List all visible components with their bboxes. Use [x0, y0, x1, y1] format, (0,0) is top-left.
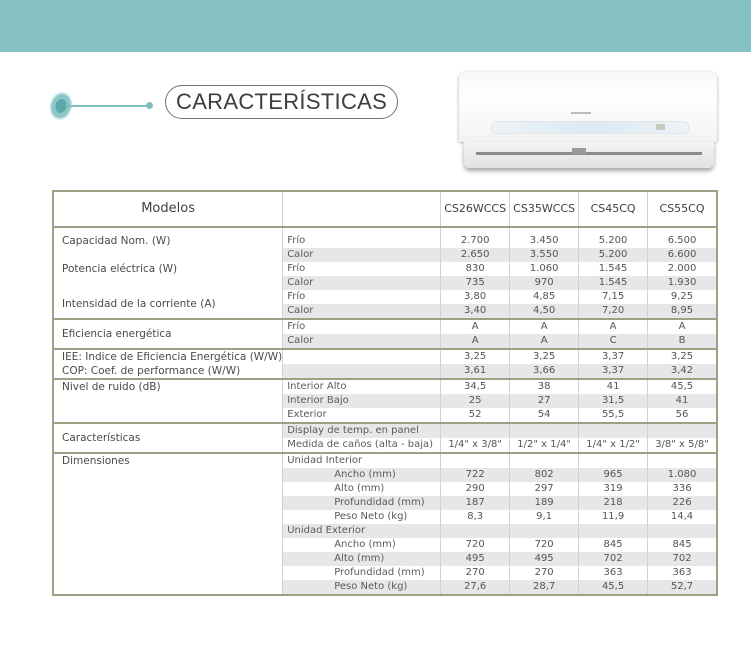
row-sub-label: Calor: [283, 248, 441, 262]
cell-value: 34,5: [441, 379, 510, 394]
cell-value: 28,7: [510, 580, 579, 595]
cell-value: 27,6: [441, 580, 510, 595]
cell-value: 3,42: [648, 364, 717, 379]
table-row: [53, 290, 717, 304]
row-sub-label: Frío: [283, 319, 441, 334]
row-sub-label: [283, 349, 441, 364]
cell-value: 2.000: [648, 262, 717, 276]
cell-value: 3,80: [441, 290, 510, 304]
cell-value: 1.930: [648, 276, 717, 290]
table-row: [53, 349, 717, 364]
cell-value: 226: [648, 496, 717, 510]
cell-value: 31,5: [579, 394, 648, 408]
cell-value: 7,20: [579, 304, 648, 319]
cell-value: 3,25: [510, 349, 579, 364]
row-label: IEE: Indice de Eficiencia Energética (W/W): [53, 349, 283, 364]
cell-value: 495: [510, 552, 579, 566]
row-sub-label: Ancho (mm): [283, 468, 441, 482]
cell-value: [441, 453, 510, 468]
row-sub-label: Profundidad (mm): [283, 566, 441, 580]
cell-value: 845: [579, 538, 648, 552]
cell-value: 3,25: [648, 349, 717, 364]
row-sub-label: Profundidad (mm): [283, 496, 441, 510]
cell-value: 4,85: [510, 290, 579, 304]
cell-value: 270: [510, 566, 579, 580]
cell-value: 8,3: [441, 510, 510, 524]
row-sub-label: Exterior: [283, 408, 441, 423]
cell-value: 55,5: [579, 408, 648, 423]
cell-value: 3,37: [579, 364, 648, 379]
cell-value: 6.500: [648, 227, 717, 248]
cell-value: 1.080: [648, 468, 717, 482]
cell-value: 6.600: [648, 248, 717, 262]
row-sub-label: Calor: [283, 276, 441, 290]
cell-value: [579, 423, 648, 438]
cell-value: A: [510, 319, 579, 334]
cell-value: 3,25: [441, 349, 510, 364]
cell-value: [510, 524, 579, 538]
cell-value: [648, 423, 717, 438]
cell-value: 52: [441, 408, 510, 423]
row-sub-label: Unidad Exterior: [283, 524, 441, 538]
top-color-band: [0, 0, 751, 52]
cell-value: A: [579, 319, 648, 334]
row-label: Eficiencia energética: [53, 319, 283, 349]
cell-value: 2.700: [441, 227, 510, 248]
cell-value: [579, 524, 648, 538]
cell-value: 802: [510, 468, 579, 482]
row-label: Potencia eléctrica (W): [53, 262, 283, 290]
model-header-cs55cq: CS55CQ: [648, 191, 717, 227]
row-sub-label: Peso Neto (kg): [283, 580, 441, 595]
row-label: COP: Coef. de performance (W/W): [53, 364, 283, 379]
row-sub-label: Interior Alto: [283, 379, 441, 394]
cell-value: 1/2" x 1/4": [510, 438, 579, 453]
cell-value: 720: [510, 538, 579, 552]
cell-value: A: [510, 334, 579, 349]
cell-value: 8,95: [648, 304, 717, 319]
row-sub-label: Interior Bajo: [283, 394, 441, 408]
row-sub-label: Frío: [283, 262, 441, 276]
cell-value: 720: [441, 538, 510, 552]
model-header-cs45cq: CS45CQ: [579, 191, 648, 227]
cell-value: [579, 453, 648, 468]
cell-value: 45,5: [579, 580, 648, 595]
cell-value: 45,5: [648, 379, 717, 394]
cell-value: 495: [441, 552, 510, 566]
cell-value: 297: [510, 482, 579, 496]
cell-value: [510, 423, 579, 438]
ac-brand-mark: [571, 112, 591, 114]
cell-value: [441, 524, 510, 538]
cell-value: 14,4: [648, 510, 717, 524]
table-header-row: [53, 191, 717, 227]
cell-value: 7,15: [579, 290, 648, 304]
cell-value: 5.200: [579, 248, 648, 262]
cell-value: 970: [510, 276, 579, 290]
row-sub-label: Alto (mm): [283, 482, 441, 496]
cell-value: 5.200: [579, 227, 648, 248]
row-sub-label: Ancho (mm): [283, 538, 441, 552]
cell-value: 1/4" x 1/2": [579, 438, 648, 453]
cell-value: A: [648, 319, 717, 334]
cell-value: 3.450: [510, 227, 579, 248]
cell-value: 1/4" x 3/8": [441, 438, 510, 453]
table-row: [53, 379, 717, 394]
cell-value: 845: [648, 538, 717, 552]
cell-value: 722: [441, 468, 510, 482]
row-sub-label: [283, 364, 441, 379]
table-row: [53, 227, 717, 248]
cell-value: 41: [648, 394, 717, 408]
cell-value: 319: [579, 482, 648, 496]
section-title-label: CARACTERÍSTICAS: [165, 85, 398, 119]
row-sub-label: Calor: [283, 334, 441, 349]
model-header-cs35wccs: CS35WCCS: [510, 191, 579, 227]
cell-value: 41: [579, 379, 648, 394]
cell-value: 3.550: [510, 248, 579, 262]
connector-dot-icon: [146, 102, 153, 109]
cell-value: 4,50: [510, 304, 579, 319]
model-header-cs26wccs: CS26WCCS: [441, 191, 510, 227]
row-sub-label: Frío: [283, 227, 441, 248]
row-sub-label: Calor: [283, 304, 441, 319]
cell-value: 1.545: [579, 276, 648, 290]
row-sub-label: Peso Neto (kg): [283, 510, 441, 524]
cell-value: [648, 524, 717, 538]
cell-value: 1.060: [510, 262, 579, 276]
cell-value: 1.545: [579, 262, 648, 276]
models-header: Modelos: [53, 191, 283, 227]
cell-value: 52,7: [648, 580, 717, 595]
cell-value: 218: [579, 496, 648, 510]
table-row: [53, 453, 717, 468]
row-sub-label: Frío: [283, 290, 441, 304]
cell-value: 363: [648, 566, 717, 580]
row-label: Características: [53, 423, 283, 453]
cell-value: 3,66: [510, 364, 579, 379]
cell-value: 3/8" x 5/8": [648, 438, 717, 453]
cell-value: 290: [441, 482, 510, 496]
cell-value: 9,1: [510, 510, 579, 524]
cell-value: 3,40: [441, 304, 510, 319]
cell-value: 735: [441, 276, 510, 290]
row-sub-label: Unidad Interior: [283, 453, 441, 468]
row-label: Intensidad de la corriente (A): [53, 290, 283, 319]
cell-value: C: [579, 334, 648, 349]
ac-louver-section: [464, 142, 714, 168]
cell-value: 25: [441, 394, 510, 408]
subcategory-header: [283, 191, 441, 227]
cell-value: 363: [579, 566, 648, 580]
cell-value: 270: [441, 566, 510, 580]
ac-indoor-unit-body: [459, 72, 717, 142]
cell-value: 56: [648, 408, 717, 423]
cell-value: [648, 453, 717, 468]
ac-led-icon: [656, 124, 665, 130]
cell-value: 27: [510, 394, 579, 408]
connector-line: [66, 105, 148, 107]
row-label: Nivel de ruido (dB): [53, 379, 283, 423]
ac-display-panel: [491, 121, 689, 134]
row-label: Capacidad Nom. (W): [53, 227, 283, 262]
cell-value: 702: [648, 552, 717, 566]
row-sub-label: Display de temp. en panel: [283, 423, 441, 438]
cell-value: [510, 453, 579, 468]
cell-value: 3,37: [579, 349, 648, 364]
table-row: [53, 262, 717, 276]
cell-value: [441, 423, 510, 438]
cell-value: 189: [510, 496, 579, 510]
cell-value: 2.650: [441, 248, 510, 262]
table-row: [53, 319, 717, 334]
cell-value: 9,25: [648, 290, 717, 304]
cell-value: 187: [441, 496, 510, 510]
cell-value: 702: [579, 552, 648, 566]
cell-value: 11,9: [579, 510, 648, 524]
cell-value: 965: [579, 468, 648, 482]
cell-value: 3,61: [441, 364, 510, 379]
row-sub-label: Alto (mm): [283, 552, 441, 566]
specifications-table: [52, 190, 718, 596]
cell-value: 336: [648, 482, 717, 496]
cell-value: 54: [510, 408, 579, 423]
section-title: [36, 85, 396, 121]
ac-vent: [476, 152, 702, 155]
row-label: Dimensiones: [53, 453, 283, 595]
row-sub-label: Medida de caños (alta - baja): [283, 438, 441, 453]
cell-value: 38: [510, 379, 579, 394]
air-conditioner-image: [459, 72, 718, 174]
table-row: [53, 423, 717, 438]
ac-vent-clip: [572, 148, 586, 154]
cell-value: A: [441, 319, 510, 334]
cell-value: B: [648, 334, 717, 349]
cell-value: A: [441, 334, 510, 349]
cell-value: 830: [441, 262, 510, 276]
table-row: [53, 364, 717, 379]
